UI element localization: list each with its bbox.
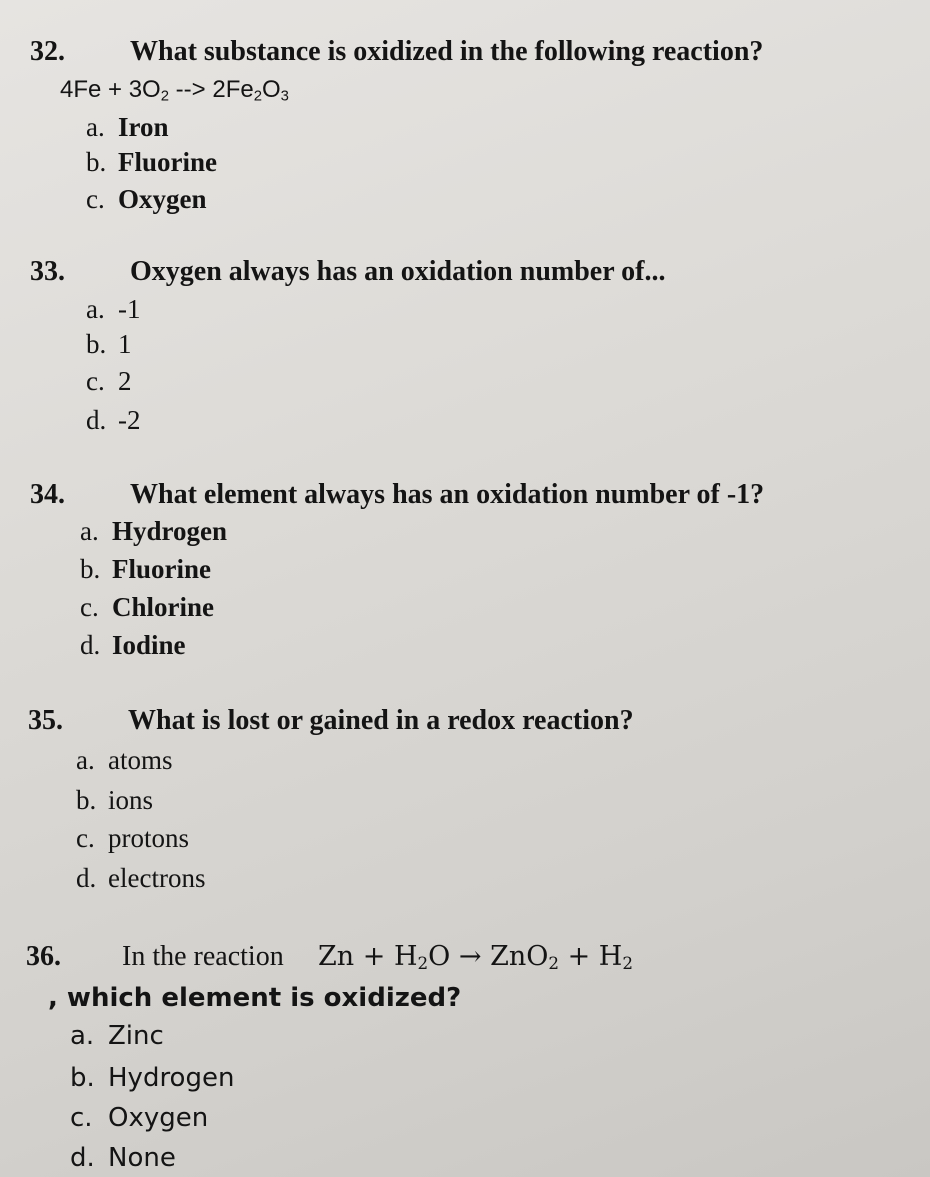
option-b: b. Fluorine: [80, 554, 211, 584]
option-c: c. Oxygen: [86, 184, 207, 214]
option-d: d. None: [70, 1143, 176, 1173]
option-b: b. Hydrogen: [70, 1063, 235, 1093]
option-a: a. Hydrogen: [80, 516, 228, 546]
option-c: c. 2: [86, 366, 132, 396]
question-stem: In the reaction: [122, 941, 284, 972]
question-number: 32.: [30, 36, 65, 67]
question-number: 36.: [26, 941, 61, 972]
option-a: a. Iron: [86, 112, 169, 142]
question-number: 33.: [30, 256, 65, 287]
option-d: d. Iodine: [80, 630, 186, 660]
option-c: c. protons: [76, 823, 189, 853]
question-number: 34.: [30, 479, 65, 510]
option-c: c. Oxygen: [70, 1103, 209, 1133]
option-d: d. electrons: [76, 863, 206, 893]
question-stem: What substance is oxidized in the following reaction?: [130, 36, 764, 67]
question-stem: What is lost or gained in a redox reaction?: [128, 705, 634, 736]
option-b: b. ions: [76, 785, 154, 815]
option-b: b. Fluorine: [86, 147, 217, 177]
question-stem-continued: , which element is oxidized?: [48, 983, 462, 1013]
question-number: 35.: [28, 705, 63, 736]
reaction-equation: $4Fe + 3O_2$ --> $2Fe_2O_3$: [60, 76, 289, 105]
option-b: b. 1: [86, 329, 132, 359]
option-c: c. Chlorine: [80, 592, 215, 622]
reaction-equation: $Zn + H_2O \to ZnO_2 + H_2$: [318, 941, 634, 974]
option-a: a. Zinc: [70, 1021, 164, 1051]
question-stem: Oxygen always has an oxidation number of...: [130, 256, 666, 287]
option-a: a. atoms: [76, 745, 173, 775]
option-a: a. -1: [86, 294, 141, 324]
question-stem: What element always has an oxidation number of -1?: [130, 479, 765, 510]
option-d: d. -2: [86, 405, 141, 435]
